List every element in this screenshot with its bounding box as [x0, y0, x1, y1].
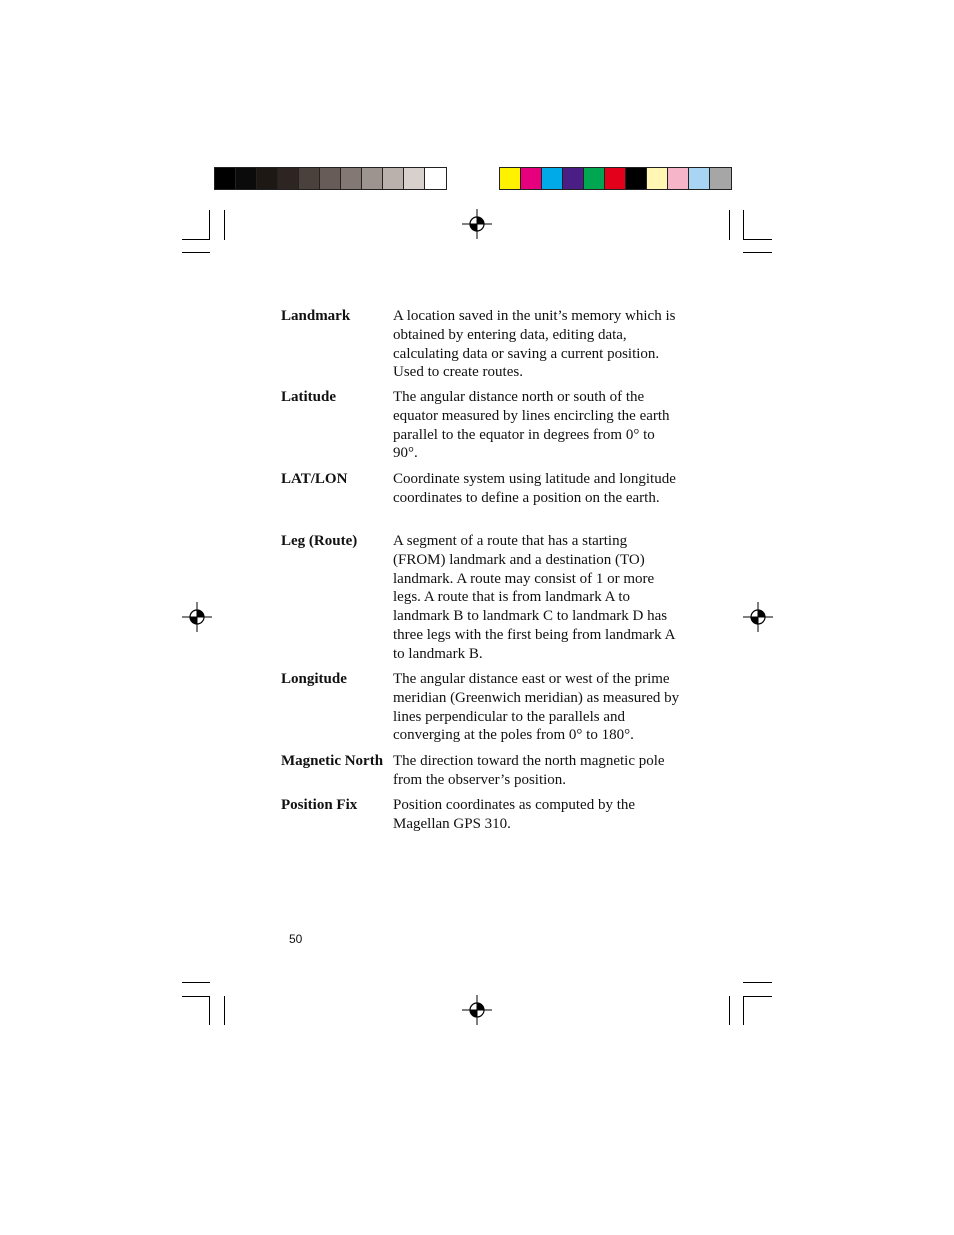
glossary-definition: The direction toward the north magnetic pole from the observer’s position.	[393, 753, 665, 788]
glossary-definition: Coordinate system using latitude and longitude coordinates to define a position on the earth.	[393, 471, 676, 506]
glossary-term: LAT/LON	[281, 471, 348, 487]
glossary-term: Magnetic North	[281, 753, 384, 769]
crop-mark	[743, 210, 744, 240]
crop-mark	[729, 996, 730, 1025]
process-swatch	[500, 168, 521, 189]
grayscale-color-bar	[214, 167, 447, 190]
grayscale-swatch	[236, 168, 257, 189]
page-number: 50	[289, 932, 303, 946]
registration-mark-icon	[182, 602, 212, 632]
grayscale-swatch	[425, 168, 446, 189]
process-swatch	[668, 168, 689, 189]
process-swatch	[542, 168, 563, 189]
grayscale-swatch	[404, 168, 425, 189]
process-swatch	[521, 168, 542, 189]
grayscale-swatch	[299, 168, 320, 189]
registration-mark-icon	[462, 995, 492, 1025]
process-color-bar	[499, 167, 732, 190]
crop-mark	[182, 996, 210, 997]
glossary-definition: A segment of a route that has a starting (FROM) landmark and a destination (TO) landmark. A route may consist of 1 or more legs. A route that is from landmark A to landmark B to landmark C to landmark D has three legs with the first being from landmark A to landmark B.	[393, 533, 675, 662]
process-swatch	[710, 168, 731, 189]
process-swatch	[689, 168, 710, 189]
crop-mark	[743, 996, 744, 1025]
grayscale-swatch	[362, 168, 383, 189]
grayscale-swatch	[257, 168, 278, 189]
registration-mark-icon	[462, 209, 492, 239]
grayscale-swatch	[320, 168, 341, 189]
glossary-definition: Position coordinates as computed by the Magellan GPS 310.	[393, 797, 636, 832]
process-swatch	[563, 168, 584, 189]
crop-mark	[743, 996, 772, 997]
glossary-term: Position Fix	[281, 797, 358, 813]
glossary-definition: The angular distance north or south of the equator measured by lines encircling the earth parallel to the equator in degrees from 0° to 90°.	[393, 389, 670, 462]
registration-mark-icon	[743, 602, 773, 632]
glossary-term: Longitude	[281, 671, 347, 687]
grayscale-swatch	[215, 168, 236, 189]
crop-mark	[743, 252, 772, 253]
crop-mark	[182, 239, 210, 240]
crop-mark	[209, 996, 210, 1025]
crop-mark	[182, 982, 210, 983]
glossary-term: Leg (Route)	[281, 533, 358, 549]
glossary-definition: A location saved in the unit’s memory which is obtained by entering data, editing data, calculating data or saving a current position. Used to create routes.	[393, 308, 676, 381]
glossary-term: Landmark	[281, 308, 351, 324]
glossary-definition: The angular distance east or west of the prime meridian (Greenwich meridian) as measured by lines perpendicular to the parallels and converging at the poles from 0° to 180°.	[393, 671, 680, 744]
process-swatch	[584, 168, 605, 189]
crop-mark	[743, 982, 772, 983]
process-swatch	[626, 168, 647, 189]
grayscale-swatch	[383, 168, 404, 189]
crop-mark	[182, 252, 210, 253]
grayscale-swatch	[341, 168, 362, 189]
glossary-term: Latitude	[281, 389, 337, 405]
crop-mark	[209, 210, 210, 240]
crop-mark	[729, 210, 730, 240]
crop-mark	[743, 239, 772, 240]
process-swatch	[605, 168, 626, 189]
crop-mark	[224, 210, 225, 240]
grayscale-swatch	[278, 168, 299, 189]
crop-mark	[224, 996, 225, 1025]
process-swatch	[647, 168, 668, 189]
